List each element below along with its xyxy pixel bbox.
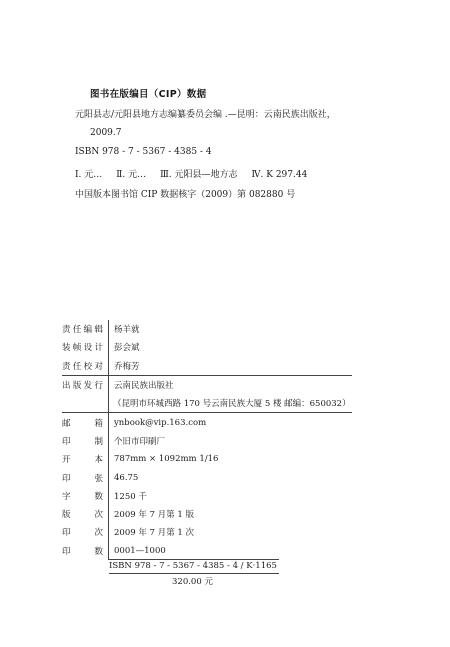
- credit-row: [62, 413, 352, 432]
- credit-label: 字 数: [62, 491, 103, 502]
- credit-label: [62, 394, 109, 413]
- credit-value: 杨羊就: [109, 320, 353, 338]
- credit-label: 印 张: [62, 473, 103, 484]
- credits-table: [62, 320, 352, 560]
- cip-isbn: ISBN 978 - 7 - 5367 - 4385 - 4: [75, 147, 212, 157]
- credit-row: [62, 450, 352, 468]
- credit-row: [62, 320, 352, 338]
- credit-label: 开 本: [62, 455, 103, 466]
- price: 320.00 元: [172, 577, 213, 587]
- credit-value: 彭会斌: [109, 338, 353, 356]
- credit-label: 印 制: [62, 436, 103, 447]
- credit-row: [62, 542, 352, 560]
- credit-value: 个旧市印刷厂: [109, 432, 353, 450]
- credit-value: 云南民族出版社: [109, 375, 353, 394]
- credit-value: 1250 千: [109, 487, 353, 505]
- subject-heading: Ⅳ. K 297.44: [251, 170, 308, 180]
- cip-subject-headings: [75, 167, 307, 180]
- isbn-code: ISBN 978 - 7 - 5367 - 4385 - 4 / K·1165: [109, 559, 279, 574]
- credit-label: 邮 箱: [62, 418, 103, 429]
- credit-row: [62, 338, 352, 356]
- credit-row: [62, 375, 352, 394]
- credit-value: ynbook@vip.163.com: [109, 413, 353, 432]
- subject-heading: Ⅲ. 元阳县—地方志: [160, 170, 238, 180]
- credit-value: 乔梅芳: [109, 357, 353, 376]
- credit-label: 装帧设计: [62, 343, 103, 354]
- credit-row: [62, 394, 352, 413]
- credit-value: 2009 年 7 月第 1 版: [109, 505, 353, 523]
- credit-label: 责任校对: [62, 357, 109, 376]
- credit-row: [62, 357, 352, 376]
- credit-label: 印 次: [62, 528, 103, 539]
- credit-row: [62, 432, 352, 450]
- credit-label: 责任编辑: [62, 325, 103, 336]
- cip-title: 图书在版编目（CIP）数据: [90, 89, 207, 100]
- cip-bibliographic-line: 元阳县志/元阳县地方志编纂委员会编 .—昆明：云南民族出版社，: [75, 110, 336, 120]
- credit-row: [62, 468, 352, 486]
- credit-value: 787mm × 1092mm 1/16: [109, 450, 353, 468]
- credit-value: （昆明市环城西路 170 号云南民族大厦 5 楼 邮编：650032）: [109, 394, 353, 413]
- subject-heading: Ⅱ. 元…: [116, 170, 147, 180]
- subject-heading: Ⅰ. 元…: [75, 170, 103, 180]
- credit-value: 2009 年 7 月第 1 次: [109, 523, 353, 541]
- credit-label: 出版发行: [62, 381, 103, 392]
- credit-label: 版 次: [62, 510, 103, 521]
- cip-record-number: 中国版本图书馆 CIP 数据核字（2009）第 082880 号: [75, 190, 296, 200]
- credit-value: 46.75: [109, 468, 353, 486]
- credit-row: [62, 487, 352, 505]
- credit-row: [62, 505, 352, 523]
- cip-date: 2009.7: [90, 128, 122, 138]
- credit-value: 0001—1000: [109, 542, 353, 560]
- credit-row: [62, 523, 352, 541]
- credit-label: 印 数: [62, 546, 103, 557]
